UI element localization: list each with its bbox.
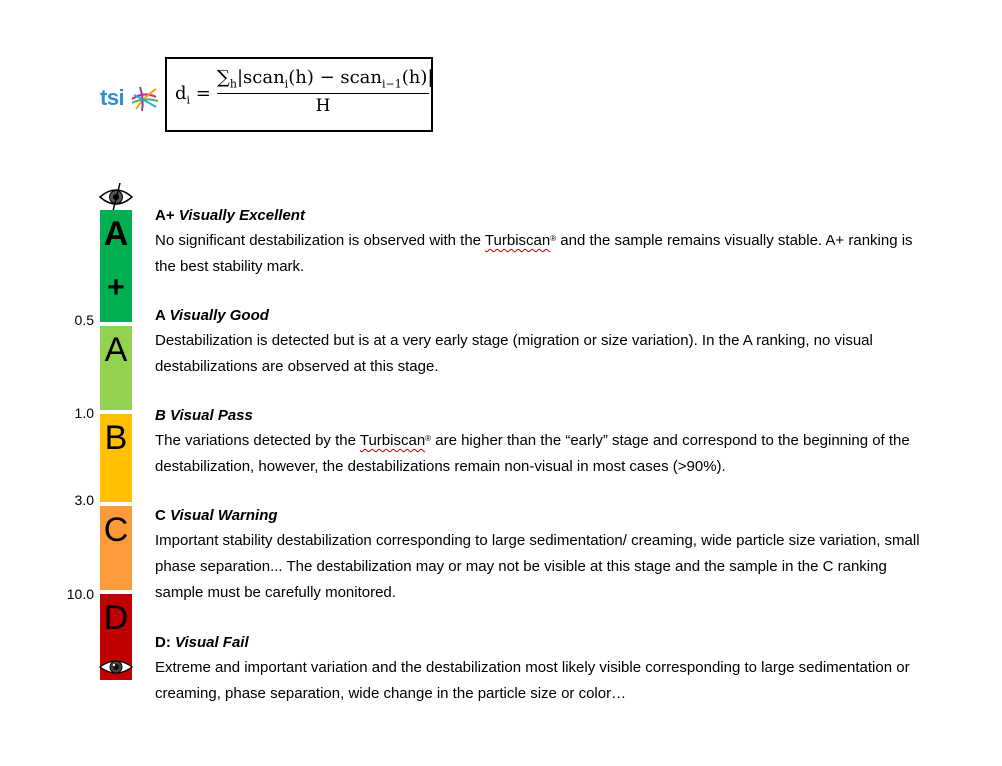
formula-lhs bbox=[175, 83, 211, 107]
segment-b bbox=[100, 414, 132, 502]
num-part2-sub: i−1 bbox=[382, 77, 402, 91]
registered-mark: ® bbox=[550, 234, 557, 243]
brand-name: Turbiscan bbox=[359, 432, 426, 449]
segment-letter: A bbox=[104, 331, 128, 369]
section-body bbox=[155, 428, 935, 480]
title-label: Visual Fail bbox=[175, 634, 249, 651]
section-body bbox=[155, 228, 935, 280]
segment-letter: D bbox=[103, 599, 129, 637]
section-body: Destabilization is detected but is at a very early stage (migration or size variation). In the A ranking, no visual destabilizations are observed at this stage. bbox=[155, 332, 873, 375]
tsi-swoosh-icon bbox=[130, 85, 160, 113]
segment-letter: C bbox=[103, 511, 129, 549]
brand-name: Turbiscan bbox=[484, 232, 551, 249]
section-body: Extreme and important variation and the destabilization most likely visible corresponding to large sedimentation or creaming, phase separation, wide change in the particle size or color… bbox=[155, 659, 910, 702]
body-text: and the sample remains visually stable. A+ ranking is the best stability mark. bbox=[155, 232, 913, 275]
eye-crossed-icon bbox=[98, 183, 134, 211]
title-label: Visually Excellent bbox=[178, 207, 305, 224]
segment-plus: + bbox=[107, 271, 125, 304]
sum-symbol: ∑ bbox=[217, 67, 230, 88]
section-a bbox=[155, 306, 935, 380]
num-part1: |scan bbox=[236, 67, 285, 88]
section-b bbox=[155, 406, 935, 480]
formula-numerator bbox=[217, 67, 434, 94]
title-label: Visual Pass bbox=[170, 407, 253, 424]
title-grade: A+ bbox=[155, 207, 175, 224]
registered-mark: ® bbox=[425, 434, 432, 443]
segment-a-plus bbox=[100, 210, 132, 322]
section-title bbox=[155, 406, 935, 426]
formula-lhs-sub: i bbox=[186, 93, 191, 107]
formula-fraction bbox=[217, 67, 434, 116]
formula-equals: = bbox=[195, 83, 211, 104]
eye-icon bbox=[99, 657, 133, 677]
tick-label: 10.0 bbox=[66, 586, 94, 602]
num-part1-sub: i bbox=[284, 77, 289, 91]
title-grade: D: bbox=[155, 634, 171, 651]
segment-letter: A bbox=[103, 215, 129, 253]
title-label: Visually Good bbox=[169, 307, 269, 324]
tick-label: 0.5 bbox=[74, 312, 94, 328]
section-title bbox=[155, 306, 935, 326]
body-text: are higher than the “early” stage and correspond to the beginning of the destabilization, however, the destabilizations remain non-visual in most cases (>90%). bbox=[155, 432, 910, 475]
formula-denominator: H bbox=[315, 95, 331, 116]
body-text: No significant destabilization is observed with the bbox=[155, 232, 485, 249]
section-body: Important stability destabilization corresponding to large sedimentation/ creaming, wide particle size variation, small phase separation... The destabilization may or may not be visible at this stage and the sample in the C ranking sample must be carefully monitored. bbox=[155, 532, 920, 601]
segment-c bbox=[100, 506, 132, 590]
logo-text: tsi bbox=[100, 85, 125, 110]
section-c bbox=[155, 506, 935, 606]
title-grade: A bbox=[155, 307, 166, 324]
section-title bbox=[155, 506, 935, 526]
title-grade: C bbox=[155, 507, 166, 524]
formula-lhs-var: d bbox=[175, 83, 187, 104]
body-text: The variations detected by the bbox=[155, 432, 360, 449]
segment-a bbox=[100, 326, 132, 410]
section-title bbox=[155, 633, 935, 653]
tick-label: 3.0 bbox=[74, 492, 94, 508]
section-a-plus bbox=[155, 206, 935, 280]
tick-label: 1.0 bbox=[74, 405, 94, 421]
formula-box bbox=[165, 57, 433, 132]
tsi-logo bbox=[100, 85, 160, 113]
num-part3: (h)| bbox=[401, 67, 434, 88]
sum-sub: h bbox=[229, 77, 237, 91]
title-grade: B bbox=[155, 407, 166, 424]
title-label: Visual Warning bbox=[170, 507, 278, 524]
num-part2: (h) − scan bbox=[288, 67, 383, 88]
section-title bbox=[155, 206, 935, 226]
section-d bbox=[155, 633, 935, 707]
segment-letter: B bbox=[104, 419, 128, 457]
